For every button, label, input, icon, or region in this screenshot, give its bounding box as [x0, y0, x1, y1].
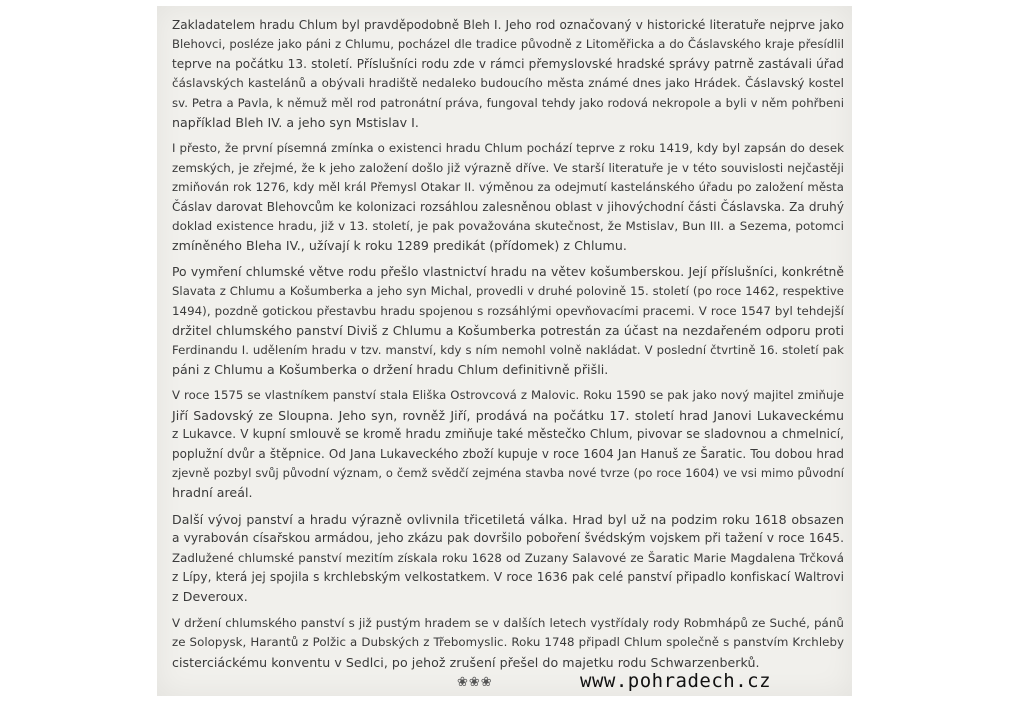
text-line: z Lípy, která jej spojila s krchlebským velkostatkem. V roce 1636 pak celé panství připadlo konfiskací Waltrovi	[172, 569, 844, 584]
flower-ornament-icon: ❀❀❀	[457, 675, 493, 690]
text-line: poplužní dvůr a štěpnice. Od Jana Lukaveckého zboží kupuje v roce 1604 Jan Hanuš ze Šaratic. Tou dobou hrad	[172, 446, 844, 461]
text-line: hradní areál.	[172, 485, 253, 501]
text-line: Čáslav darovat Blehovcům ke kolonizaci rozsáhlou zalesněnou oblast v jihovýchodní části Čáslavska. Za druhý	[172, 199, 844, 214]
paragraph-2	[172, 139, 844, 255]
paragraph-5	[172, 510, 844, 607]
text-line: V roce 1575 se vlastníkem panství stala Eliška Ostrovcová z Malovic. Roku 1590 se pak jako nový majitel zmiňuje	[172, 388, 844, 403]
text-line: doklad existence hradu, již v 13. století, je pak považována skutečnost, že Mstislav, Bun III. a Sezema, potomci	[172, 219, 844, 234]
text-line: sv. Petra a Pavla, k němuž měl rod patronátní práva, fungoval tehdy jako rodová nekropole a byli v něm pohřbeni	[172, 95, 844, 110]
text-line: 1494), pozdně gotickou přestavbu hradu spojenou s rozsáhlými opevňovacími pracemi. V roce 1547 byl tehdejší	[172, 303, 844, 318]
text-line: Blehovci, posléze jako páni z Chlumu, pocházel dle tradice původně z Litoměřicka a do Čáslavského kraje přesídlil	[172, 37, 844, 52]
text-line: zemských, je zřejmé, že k jeho založení došlo již výrazně dříve. Ve starší literatuře je v této souvislosti nejčastěji	[172, 160, 844, 175]
text-line: páni z Chlumu a Košumberka o držení hradu Chlum definitivně přišli.	[172, 361, 609, 377]
text-line: V držení chlumského panství s již pustým hradem se v dalších letech vystřídaly rody Robmhápů ze Suché, pánů	[172, 615, 844, 630]
paragraph-3	[172, 263, 844, 379]
text-line: teprve na počátku 13. století. Příslušníci rodu zde v rámci přemyslovské hradské správy patrně zastávali úřad	[172, 56, 844, 71]
paragraph-4	[172, 386, 844, 502]
text-line: zmíněného Bleha IV., užívají k roku 1289 predikát (přídomek) z Chlumu.	[172, 238, 627, 254]
text-line: I přesto, že první písemná zmínka o existenci hradu Chlum pochází teprve z roku 1419, kdy byl zapsán do desek	[172, 141, 844, 156]
text-line: Jiří Sadovský ze Sloupna. Jeho syn, rovněž Jiří, prodává na počátku 17. století hrad Janovi Lukaveckému	[172, 407, 844, 423]
text-line: Zadlužené chlumské panství mezitím získala roku 1628 od Zuzany Salavové ze Šaratic Marie Magdalena Trčková	[172, 550, 844, 565]
text-line: čáslavských kastelánů a obývali hradiště nedaleko budoucího města známé dnes jako Hrádek. Čáslavský kostel	[172, 76, 844, 91]
text-line: Ferdinandu I. udělením hradu v tzv. manství, kdy s ním nemohl volně nakládat. V poslední čtvrtině 16. století pak	[172, 342, 844, 357]
article-text	[172, 16, 844, 679]
text-line: a vyrabován císařskou armádou, jeho zkázu pak dovršilo poboření švédským vojskem při tažení v roce 1645.	[172, 531, 844, 546]
text-line: Slavata z Chlumu a Košumberka a jeho syn Michal, provedli v druhé polovině 15. století (po roce 1462, respektive	[172, 284, 844, 299]
text-line: zjevně pozbyl svůj původní význam, o čemž svědčí zejména stavba nové tvrze (po roce 1604) ve vsi mimo původní	[172, 465, 844, 480]
text-line: cisterciáckému konventu v Sedlci, po jehož zrušení přešel do majetku rodu Schwarzenberků.	[172, 654, 760, 670]
website-watermark: www.pohradech.cz	[580, 670, 772, 692]
document-page	[157, 6, 852, 696]
text-line: ze Solopysk, Harantů z Polžic a Dubských z Třebomyslic. Roku 1748 připadl Chlum společně s panstvím Krchleby	[172, 635, 844, 650]
paragraph-1	[172, 16, 844, 132]
text-line: Další vývoj panství a hradu výrazně ovlivnila třicetiletá válka. Hrad byl už na podzim roku 1618 obsazen	[172, 511, 844, 527]
text-line: z Deveroux.	[172, 589, 248, 605]
text-line: z Lukavce. V kupní smlouvě se kromě hradu zmiňuje také městečko Chlum, pivovar se sladovnou a chmelnicí,	[172, 427, 844, 442]
text-line: například Bleh IV. a jeho syn Mstislav I.	[172, 115, 419, 131]
text-line: držitel chlumského panství Diviš z Chlumu a Košumberka potrestán za účast na nezdařeném odporu proti	[172, 323, 844, 339]
paragraph-6	[172, 614, 844, 672]
text-line: Po vymření chlumské větve rodu přešlo vlastnictví hradu na větev košumberskou. Její příslušníci, konkrétně	[172, 264, 844, 279]
text-line: Zakladatelem hradu Chlum byl pravděpodobně Bleh I. Jeho rod označovaný v historické literatuře nejprve jako	[172, 18, 844, 32]
text-line: zmiňován rok 1276, kdy měl král Přemysl Otakar II. výměnou za odejmutí kastelánského úřadu po založení města	[172, 180, 844, 195]
